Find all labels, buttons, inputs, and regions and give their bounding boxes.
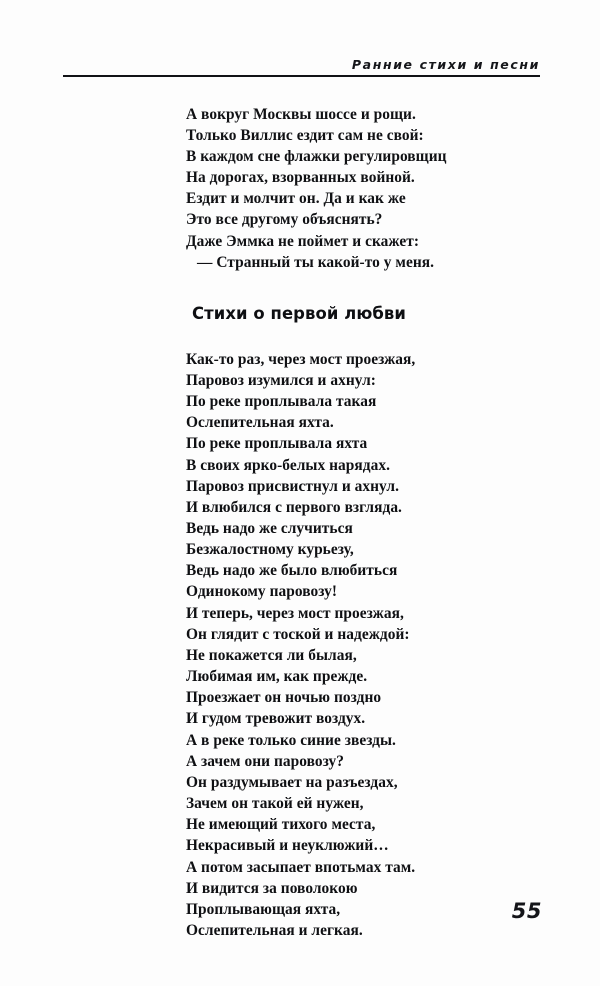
poem-line: Не имеющий тихого места, (186, 816, 376, 834)
page-number: 55 (511, 899, 542, 923)
poem-line: Только Виллис ездит сам не свой: (186, 127, 424, 145)
poem-fragment (186, 104, 546, 273)
text-column (186, 104, 546, 941)
poem-body (186, 349, 546, 941)
poem-line: Даже Эммка не поймет и скажет: (186, 232, 420, 250)
running-head (63, 56, 540, 74)
poem-line: А зачем они паровозу? (186, 752, 344, 770)
poem-line: Ослепительная и легкая. (186, 921, 363, 939)
poem-line: — Странный ты какой-то у меня. (197, 253, 435, 271)
poem-line: В своих ярко-белых нарядах. (186, 456, 390, 474)
poem-line: А вокруг Москвы шоссе и рощи. (186, 106, 416, 123)
poem-line: Зачем он такой ей нужен, (186, 795, 364, 813)
poem-line: И влюбился с первого взгляда. (186, 498, 402, 516)
poem-line: И видится за поволокою (186, 879, 358, 897)
poem-line: Не покажется ли былая, (186, 646, 357, 664)
poem-line: В каждом сне флажки регулировщиц (186, 148, 447, 166)
poem-line: И теперь, через мост проезжая, (186, 604, 404, 622)
poem-line: По реке проплывала яхта (186, 435, 368, 453)
header-rule (63, 75, 540, 77)
poem-line: Ездит и молчит он. Да и как же (186, 190, 406, 208)
poem-line: Паровоз присвистнул и ахнул. (186, 477, 399, 495)
running-head-text: Ранние стихи и песни (351, 57, 540, 72)
poem-title: Стихи о первой любви (192, 303, 406, 323)
poem-line: Как-то раз, через мост проезжая, (186, 350, 416, 368)
poem-line: Он раздумывает на разъездах, (186, 773, 398, 791)
poem-line: Он глядит с тоской и надеждой: (186, 625, 410, 643)
poem-line: Одинокому паровозу! (186, 583, 338, 601)
poem-line: Безжалостному курьезу, (186, 541, 354, 559)
poem-line: Ведь надо же было влюбиться (186, 562, 398, 580)
poem-line: Некрасивый и неуклюжий… (186, 837, 389, 855)
poem-line: Ослепительная яхта. (186, 414, 334, 432)
poem-line: Это все другому объяснять? (186, 211, 383, 229)
poem-line: А в реке только синие звезды. (186, 731, 396, 749)
poem-line: А потом засыпает впотьмах там. (186, 858, 416, 876)
poem-line: Паровоз изумился и ахнул: (186, 371, 376, 389)
poem-line: Проезжает он ночью поздно (186, 689, 382, 707)
poem-line: На дорогах, взорванных войной. (186, 169, 415, 187)
poem-line: Проплывающая яхта, (186, 900, 341, 918)
poem-line: И гудом тревожит воздух. (186, 710, 366, 728)
poem-line: Любимая им, как прежде. (186, 668, 368, 686)
poem-line: Ведь надо же случиться (186, 520, 353, 537)
poem-line: По реке проплывала такая (186, 393, 377, 411)
